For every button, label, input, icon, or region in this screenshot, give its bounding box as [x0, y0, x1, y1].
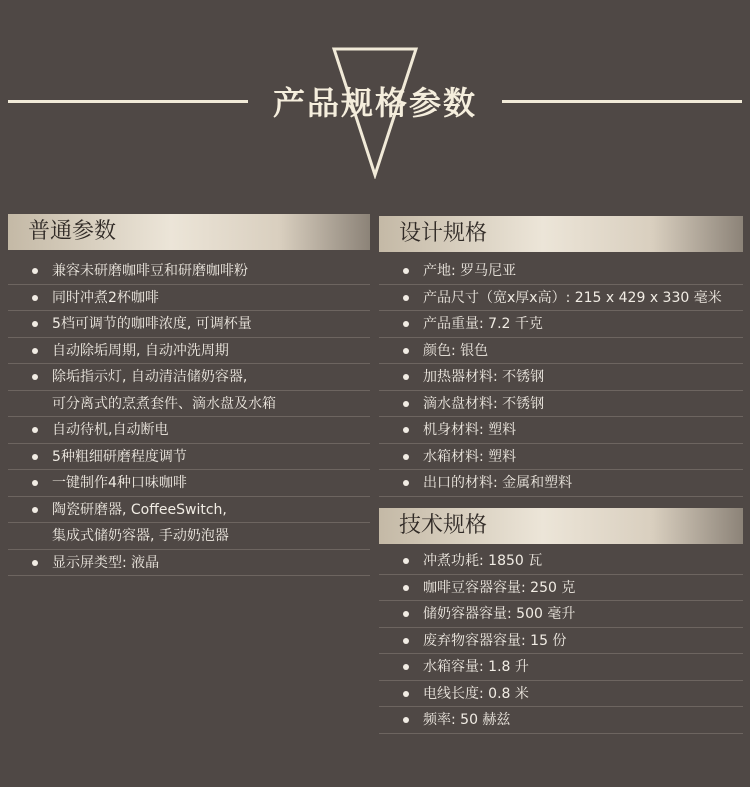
spec-item-text: 产品重量: 7.2 千克	[423, 316, 543, 332]
bullet-icon	[403, 268, 409, 274]
bullet-icon	[32, 348, 38, 354]
spec-item	[379, 391, 743, 418]
spec-item-text: 加热器材料: 不锈钢	[423, 369, 545, 385]
spec-item	[379, 444, 743, 471]
spec-item	[8, 285, 370, 312]
spec-item	[379, 707, 743, 734]
bullet-icon	[32, 374, 38, 380]
bullet-icon	[403, 664, 409, 670]
bullet-icon	[403, 717, 409, 723]
bullet-icon	[403, 558, 409, 564]
spec-item-text: 除垢指示灯, 自动清洁储奶容器,	[52, 369, 248, 385]
bullet-icon	[403, 295, 409, 301]
spec-item-text: 出口的材料: 金属和塑料	[423, 475, 573, 491]
spec-item	[8, 550, 370, 577]
bullet-icon	[403, 691, 409, 697]
spec-item	[379, 258, 743, 285]
section-header-design: 设计规格	[379, 216, 743, 252]
spec-item	[379, 575, 743, 602]
bullet-icon	[32, 507, 38, 513]
page-title: 产品规格参数	[272, 84, 477, 122]
spec-item	[379, 681, 743, 708]
spec-item	[379, 470, 743, 497]
spec-item-text: 陶瓷研磨器, CoffeeSwitch,	[52, 501, 227, 518]
spec-item-text: 颜色: 银色	[423, 342, 489, 359]
bullet-icon	[403, 427, 409, 433]
spec-item-text: 5种粗细研磨程度调节	[52, 448, 187, 465]
design-spec-list	[379, 258, 743, 497]
spec-item-text: 频率: 50 赫兹	[423, 712, 511, 728]
bullet-icon	[403, 401, 409, 407]
bullet-icon	[403, 585, 409, 591]
spec-item	[379, 417, 743, 444]
spec-item-text: 机身材料: 塑料	[423, 422, 517, 438]
bullet-icon	[32, 268, 38, 274]
spec-item-text: 自动除垢周期, 自动冲洗周期	[52, 342, 229, 359]
spec-item	[8, 497, 370, 524]
spec-item	[8, 470, 370, 497]
bullet-icon	[403, 638, 409, 644]
spec-item	[379, 364, 743, 391]
spec-item-text: 集成式储奶容器, 手动奶泡器	[52, 528, 229, 544]
spec-item-text: 产地: 罗马尼亚	[423, 263, 517, 279]
spec-item-text: 水箱材料: 塑料	[423, 448, 517, 465]
spec-item-text: 自动待机,自动断电	[52, 422, 169, 438]
spec-item	[379, 548, 743, 575]
section-header-general: 普通参数	[8, 214, 370, 250]
spec-item-text: 一键制作4种口味咖啡	[52, 475, 187, 491]
spec-item-text: 同时冲煮2杯咖啡	[52, 289, 159, 306]
spec-item-text: 储奶容器容量: 500 毫升	[423, 606, 576, 622]
spec-item-text: 咖啡豆容器容量: 250 克	[423, 579, 576, 596]
spec-item	[8, 417, 370, 444]
spec-item-text: 产品尺寸（宽x厚x高）: 215 x 429 x 330 毫米	[423, 289, 722, 306]
section-header-technical: 技术规格	[379, 508, 743, 544]
spec-item	[8, 311, 370, 338]
bullet-icon	[32, 321, 38, 327]
spec-item	[8, 391, 370, 418]
spec-item	[379, 628, 743, 655]
bullet-icon	[403, 348, 409, 354]
bullet-icon	[32, 295, 38, 301]
spec-item	[8, 258, 370, 285]
bullet-icon	[32, 560, 38, 566]
spec-item	[8, 364, 370, 391]
bullet-icon	[32, 454, 38, 460]
bullet-icon	[403, 374, 409, 380]
general-spec-list	[8, 258, 370, 576]
header-right-rule	[502, 100, 742, 103]
bullet-icon	[32, 480, 38, 486]
spec-item	[379, 311, 743, 338]
spec-item	[379, 285, 743, 312]
spec-item-text: 电线长度: 0.8 米	[423, 685, 529, 702]
spec-item	[379, 654, 743, 681]
spec-item-text: 滴水盘材料: 不锈钢	[423, 395, 545, 412]
technical-spec-list	[379, 548, 743, 734]
spec-item-text: 兼容未研磨咖啡豆和研磨咖啡粉	[52, 263, 248, 279]
spec-item	[379, 338, 743, 365]
spec-item	[8, 338, 370, 365]
bullet-icon	[403, 321, 409, 327]
spec-item	[8, 444, 370, 471]
spec-item-text: 水箱容量: 1.8 升	[423, 659, 529, 675]
bullet-icon	[403, 480, 409, 486]
bullet-icon	[32, 427, 38, 433]
spec-item-text: 显示屏类型: 液晶	[52, 554, 160, 571]
bullet-icon	[403, 454, 409, 460]
bullet-icon	[403, 611, 409, 617]
spec-item-text: 废弃物容器容量: 15 份	[423, 632, 567, 649]
page-header	[0, 40, 750, 190]
spec-item-text: 冲煮功耗: 1850 瓦	[423, 553, 543, 569]
header-left-rule	[8, 100, 248, 103]
spec-item-text: 可分离式的烹煮套件、滴水盘及水箱	[52, 395, 276, 412]
spec-item	[379, 601, 743, 628]
spec-item-text: 5档可调节的咖啡浓度, 可调杯量	[52, 316, 252, 332]
spec-item	[8, 523, 370, 550]
